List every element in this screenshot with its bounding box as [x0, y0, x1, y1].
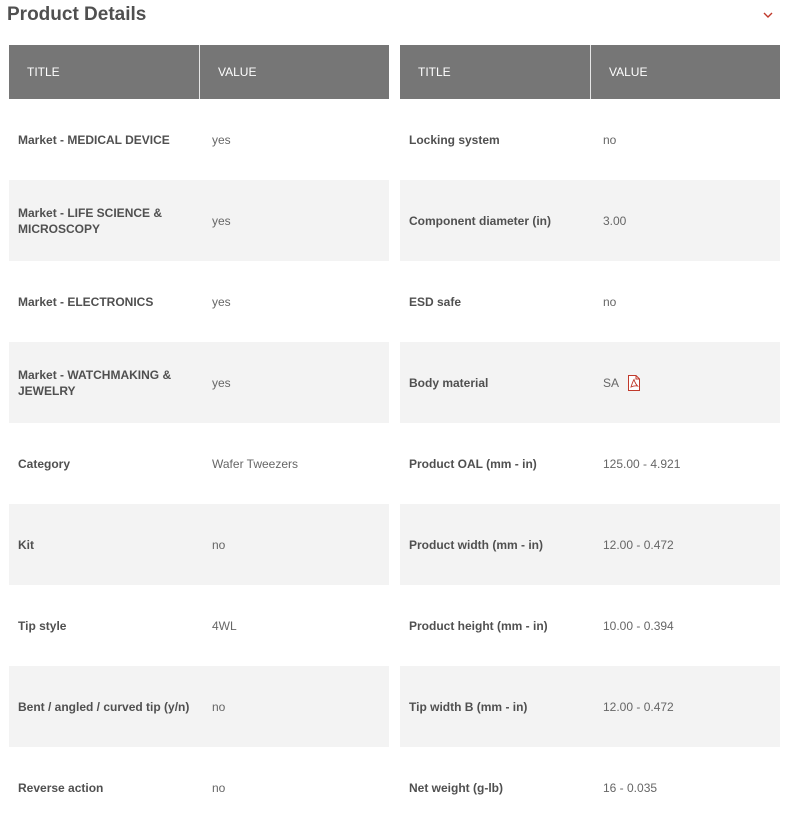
section-header [0, 0, 790, 32]
row-value: SA [603, 375, 620, 390]
row-value: 16 - 0.035 [603, 780, 658, 795]
row-title: Bent / angled / curved tip (y/n) [18, 699, 190, 714]
table-row [9, 342, 389, 423]
row-value: no [212, 780, 226, 795]
row-value-with-icon [591, 375, 780, 391]
row-title: Product width (mm - in) [409, 537, 543, 552]
row-value: no [212, 699, 226, 714]
title-column-header: TITLE [400, 45, 591, 99]
details-table-right [400, 45, 780, 828]
table-header [400, 45, 780, 99]
table-row [400, 747, 780, 828]
table-row [9, 747, 389, 828]
table-row [9, 585, 389, 666]
pdf-file-icon[interactable] [627, 375, 641, 391]
row-value: no [212, 537, 226, 552]
row-value: 12.00 - 0.472 [603, 537, 674, 552]
row-title: Net weight (g-lb) [409, 780, 503, 795]
row-title: Kit [18, 537, 34, 552]
title-column-header: TITLE [9, 45, 200, 99]
row-value: 12.00 - 0.472 [603, 699, 674, 714]
row-title: Body material [409, 375, 489, 390]
row-title: Product OAL (mm - in) [409, 456, 537, 471]
row-value: yes [212, 375, 231, 390]
table-row [9, 99, 389, 180]
row-value: 125.00 - 4.921 [603, 456, 681, 471]
row-value: no [603, 294, 617, 309]
table-row [400, 423, 780, 504]
row-title: Reverse action [18, 780, 104, 795]
table-row [9, 504, 389, 585]
row-value: no [603, 132, 617, 147]
value-column-header: VALUE [218, 65, 257, 79]
table-row [9, 423, 389, 504]
row-value: 4WL [212, 618, 237, 633]
table-row [400, 585, 780, 666]
row-title: ESD safe [409, 294, 462, 309]
row-title: Market - ELECTRONICS [18, 294, 154, 309]
table-row [9, 180, 389, 261]
row-value: yes [212, 294, 231, 309]
row-value: Wafer Tweezers [212, 456, 299, 471]
row-title: Tip width B (mm - in) [409, 699, 528, 714]
row-title: Market - LIFE SCIENCE & MICROSCOPY [18, 205, 163, 236]
row-title: Locking system [409, 132, 500, 147]
row-value: 10.00 - 0.394 [603, 618, 674, 633]
row-value: yes [212, 213, 231, 228]
table-row [400, 666, 780, 747]
row-title: Product height (mm - in) [409, 618, 548, 633]
value-column-header: VALUE [609, 65, 648, 79]
table-row [9, 261, 389, 342]
chevron-down-icon[interactable] [760, 8, 776, 22]
row-title: Market - MEDICAL DEVICE [18, 132, 170, 147]
table-row [400, 261, 780, 342]
table-row [400, 342, 780, 423]
row-title: Category [18, 456, 71, 471]
table-row [400, 504, 780, 585]
row-title: Component diameter (in) [409, 213, 552, 228]
table-row [400, 180, 780, 261]
row-value: yes [212, 132, 231, 147]
row-title: Tip style [18, 618, 67, 633]
row-value: 3.00 [603, 213, 627, 228]
table-row [400, 99, 780, 180]
page-title: Product Details [7, 4, 147, 25]
row-title: Market - WATCHMAKING & JEWELRY [18, 367, 172, 398]
details-table-left [9, 45, 389, 828]
table-header [9, 45, 389, 99]
table-row [9, 666, 389, 747]
